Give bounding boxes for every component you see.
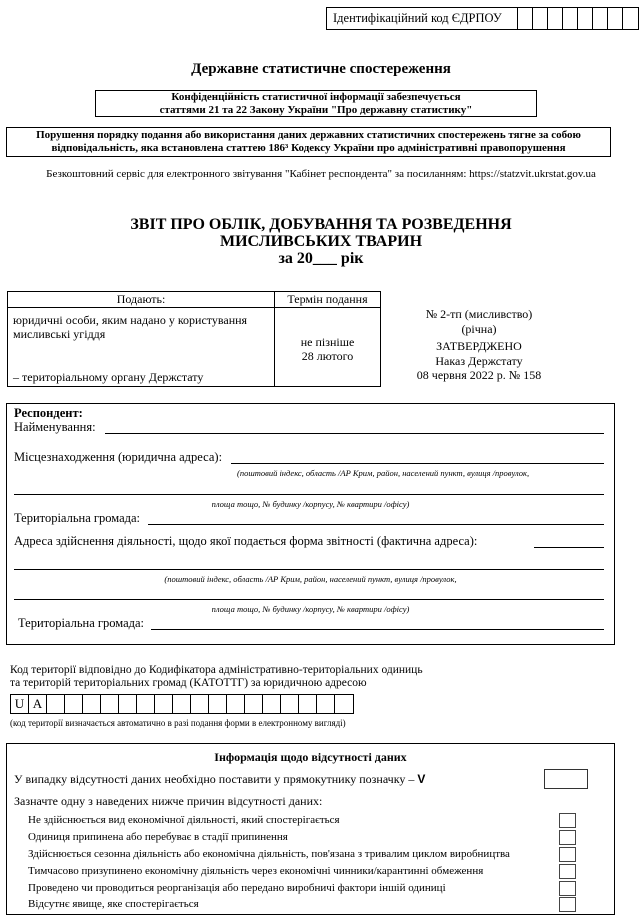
katottg-cell[interactable] <box>47 695 65 713</box>
activity-address-input[interactable] <box>534 547 604 548</box>
activity-hint-1: (поштовий індекс, область /АР Крим, район, населений пункт, вулиця /провулок, <box>164 574 457 584</box>
report-title <box>0 216 642 267</box>
katottg-cell[interactable] <box>299 695 317 713</box>
submission-table-row <box>8 308 380 386</box>
activity-address-label: Адреса здійснення діяльності, щодо якої подається форма звітності (фактична адреса): <box>14 534 478 548</box>
submitters-line-1: юридичні особи, яким надано у користування <box>13 313 248 327</box>
edrpou-field <box>326 7 639 30</box>
respondent-heading: Респондент: <box>14 406 83 420</box>
community-input[interactable] <box>148 524 604 525</box>
reason-checkbox[interactable] <box>559 847 576 862</box>
deadline-line-2: 28 лютого <box>301 349 354 363</box>
violation-line-1: Порушення порядку подання або використання даних державних статистичних спостережень тягне за собою <box>36 129 581 141</box>
edrpou-cell-6[interactable] <box>593 8 608 29</box>
katottg-cell[interactable] <box>227 695 245 713</box>
absence-instruction-text: У випадку відсутності даних необхідно поставити у прямокутнику позначку – <box>14 772 418 786</box>
activity-address-input-line-3[interactable] <box>14 599 604 600</box>
reason-label: Проведено чи проводиться реорганізація або передано виробничі фактори іншій одиниці <box>28 882 446 894</box>
katottg-cell[interactable] <box>101 695 119 713</box>
submission-table-header <box>8 292 380 308</box>
katottg-cell[interactable] <box>317 695 335 713</box>
reason-checkbox[interactable] <box>559 830 576 845</box>
edrpou-cell-5[interactable] <box>578 8 593 29</box>
katottg-cell[interactable]: U <box>11 695 29 713</box>
respondent-section <box>6 403 615 645</box>
location-label: Місцезнаходження (юридична адреса): <box>14 450 223 464</box>
katottg-code-field <box>10 694 354 714</box>
edrpou-label: Ідентифікаційний код ЄДРПОУ <box>327 8 518 29</box>
katottg-cell[interactable] <box>65 695 83 713</box>
submitters-line-2: мисливські угіддя <box>13 327 106 341</box>
katottg-cell[interactable] <box>137 695 155 713</box>
reason-label: Не здійснюється вид економічної діяльності, який спостерігається <box>28 814 340 826</box>
katottg-text-line-2: та територій територіальних громад (КАТОТТГ) за юридичною адресою <box>10 677 367 689</box>
activity-address-input-line-2[interactable] <box>14 569 604 570</box>
absence-instruction <box>14 772 425 787</box>
page-title: Державне статистичне спостереження <box>191 61 451 77</box>
community-label-2: Територіальна громада: <box>18 616 145 630</box>
location-hint-1: (поштовий індекс, область /АР Крим, район, населений пункт, вулиця /провулок, <box>237 468 530 478</box>
katottg-text-line-1: Код території відповідно до Кодифікатора адміністративно-територіальних одиниць <box>10 664 423 676</box>
form-date: 08 червня 2022 р. № 158 <box>416 368 542 382</box>
reason-label: Тимчасово призупинено економічну діяльність через економічні чинники/карантинні обмеження <box>28 865 484 877</box>
violation-line-2: відповідальність, яка встановлена статтею 186³ Кодексу України про адміністративні правопорушення <box>51 142 566 154</box>
katottg-cell[interactable] <box>281 695 299 713</box>
header-deadline: Термін подання <box>287 292 368 306</box>
activity-hint-2: площа тощо, № будинку /корпусу, № квартири /офісу) <box>211 604 410 614</box>
katottg-cell[interactable] <box>83 695 101 713</box>
katottg-cell[interactable] <box>173 695 191 713</box>
katottg-cell[interactable]: A <box>29 695 47 713</box>
report-title-line-2: МИСЛИВСЬКИХ ТВАРИН <box>219 233 423 250</box>
mark-symbol: V <box>417 772 426 786</box>
header-submitters: Подають: <box>8 292 275 307</box>
form-order: Наказ Держстату <box>435 353 523 368</box>
community-input-2[interactable] <box>151 629 604 630</box>
confidentiality-notice <box>95 90 537 117</box>
name-input[interactable] <box>105 433 604 434</box>
form-periodicity: (річна) <box>461 321 497 336</box>
reason-checkbox[interactable] <box>559 813 576 828</box>
reason-label: Одиниця припинена або перебуває в стадії припинення <box>28 831 288 843</box>
form-approved: ЗАТВЕРДЖЕНО <box>436 339 522 353</box>
edrpou-cell-8[interactable] <box>623 8 638 29</box>
katottg-cell[interactable] <box>155 695 173 713</box>
reason-checkbox[interactable] <box>559 881 576 896</box>
name-label: Найменування: <box>14 420 96 434</box>
katottg-cell[interactable] <box>335 695 353 713</box>
submitters-cell <box>8 308 275 386</box>
form-info <box>400 307 558 383</box>
location-input-line-2[interactable] <box>14 494 604 495</box>
katottg-cell[interactable] <box>245 695 263 713</box>
reason-checkbox[interactable] <box>559 897 576 912</box>
reason-label: Здійснюється сезонна діяльність або економічна діяльність, пов'язана з тривалим циклом виробництва <box>28 848 510 860</box>
edrpou-cell-3[interactable] <box>548 8 563 29</box>
location-input[interactable] <box>231 463 604 464</box>
confidentiality-line-1: Конфіденційність статистичної інформації забезпечується <box>171 91 461 103</box>
violation-notice <box>6 127 611 157</box>
katottg-cell[interactable] <box>263 695 281 713</box>
deadline-cell <box>275 308 380 386</box>
katottg-cell[interactable] <box>209 695 227 713</box>
katottg-cell[interactable] <box>119 695 137 713</box>
community-label: Територіальна громада: <box>14 511 141 525</box>
absence-title: Інформація щодо відсутності даних <box>214 750 407 764</box>
report-title-line-1: ЗВІТ ПРО ОБЛІК, ДОБУВАННЯ ТА РОЗВЕДЕННЯ <box>130 216 512 233</box>
edrpou-cell-2[interactable] <box>533 8 548 29</box>
report-period: за 20___ рік <box>278 250 364 267</box>
absence-info-section <box>6 743 615 915</box>
deadline-line-1: не пізніше <box>300 335 355 349</box>
edrpou-cell-7[interactable] <box>608 8 623 29</box>
confidentiality-line-2: статтями 21 та 22 Закону України "Про державну статистику" <box>159 103 473 116</box>
katottg-cell[interactable] <box>191 695 209 713</box>
edrpou-cell-1[interactable] <box>518 8 533 29</box>
no-data-checkbox[interactable] <box>544 769 588 789</box>
recipient: – територіальному органу Держстату <box>13 370 204 384</box>
edrpou-cell-4[interactable] <box>563 8 578 29</box>
reason-checkbox[interactable] <box>559 864 576 879</box>
form-number: № 2-тп (мисливство) <box>425 307 533 321</box>
absence-choose-reason: Зазначте одну з наведених нижче причин відсутності даних: <box>14 794 323 808</box>
reason-label: Відсутнє явище, яке спостерігається <box>28 898 199 910</box>
katottg-description <box>10 664 423 690</box>
katottg-hint: (код території визначається автоматично в разі подання форми в електронному вигляді) <box>10 718 346 728</box>
location-hint-2: площа тощо, № будинку /корпусу, № квартири /офісу) <box>211 499 410 509</box>
service-link-text: Безкоштовний сервіс для електронного звітування "Кабінет респондента" за посиланням: https://statzvit.ukrstat.gov.ua <box>46 168 596 180</box>
submission-table <box>7 291 381 387</box>
